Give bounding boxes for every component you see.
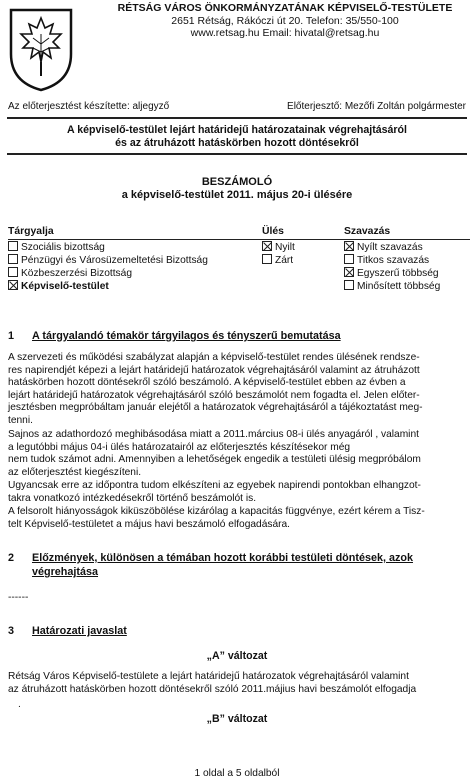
prepared-by: Az előterjesztést készítette: aljegyző: [8, 101, 170, 112]
variant-b-heading: „B” változat: [206, 713, 268, 725]
checkbox-icon[interactable]: [344, 254, 354, 264]
checkbox-option[interactable]: [8, 241, 208, 254]
ules-header: Ülés: [262, 226, 284, 237]
text-line: Rétság Város Képviselő-testülete a lejárt határidejű határozatok végrehajtásáról valamint: [8, 671, 409, 682]
checkbox-option[interactable]: [8, 267, 208, 280]
checkbox-label: Képviselő-testület: [21, 281, 109, 292]
section-1-paragraph-2: [8, 429, 468, 479]
checkbox-label: Minősített többség: [357, 281, 441, 292]
text-line: nem tudok számot adni. Amennyiben a lehetőségek engedik a testületi ülésig megpróbálom: [8, 454, 421, 466]
variant-a-dot: .: [18, 699, 21, 710]
section-1-paragraph-3: [8, 480, 468, 505]
checkbox-label: Közbeszerzési Bizottság: [21, 268, 132, 279]
section-2-title-line-1: Előzmények, különösen a témában hozott korábbi testületi döntések, azok: [32, 552, 413, 564]
section-1-paragraph-1: [8, 352, 468, 428]
checkbox-icon[interactable]: [344, 280, 354, 290]
section-2-title-line-2: végrehajtása: [32, 566, 99, 578]
section-1-paragraph-4: [8, 506, 468, 531]
document-title: [7, 117, 467, 155]
checkbox-option[interactable]: [8, 280, 208, 293]
report-subtitle: a képviselő-testület 2011. május 20-i ülésére: [121, 189, 353, 201]
section-2-title: [32, 551, 472, 579]
checkbox-icon[interactable]: [8, 254, 18, 264]
text-line: res napirendjét képezi a lejárt határidejű határozatok végrehajtásáról valamint az átruházott: [8, 364, 420, 376]
section-1-title: A tárgyalandó témakör tárgyilagos és tényszerű bemutatása: [32, 330, 341, 342]
section-3-number: 3: [8, 625, 15, 637]
targyalja-header: Tárgyalja: [8, 226, 54, 237]
section-2-dashes: ------: [8, 592, 29, 603]
text-line: Sajnos az adathordozó meghibásodása miatt a 2011.március 08-i ülés anyagáról , valamint: [8, 429, 419, 440]
checkbox-icon[interactable]: [344, 267, 354, 277]
text-line: Ugyancsak erre az időpontra tudom elkészíteni az egyebek napirendi pontokban elhangzot-: [8, 480, 421, 491]
checkbox-option[interactable]: [344, 241, 440, 254]
checkbox-option[interactable]: [344, 254, 440, 267]
checkbox-icon[interactable]: [8, 241, 18, 251]
szavazas-list: [344, 241, 440, 293]
org-web: www.retsag.hu Email: hivatal@retsag.hu: [190, 27, 380, 39]
ules-list: [262, 241, 295, 267]
report-heading: [0, 176, 474, 202]
text-line: az átruházott hatáskörben hozott döntésekről szóló 2011.májius havi beszámolót elfogadja: [8, 683, 417, 695]
org-address: 2651 Rétság, Rákóczi út 20. Telefon: 35/550-100: [171, 14, 399, 27]
text-line: az előterjesztést kiegészíteni.: [8, 466, 142, 478]
variant-a-text: [8, 671, 468, 696]
checkbox-option[interactable]: [344, 280, 440, 293]
title-line-2: és az átruházott hatáskörben hozott döntésekről: [115, 137, 359, 149]
section-1-number: 1: [8, 330, 15, 342]
checkbox-label: Nyilt: [275, 242, 295, 253]
checkbox-icon[interactable]: [8, 267, 18, 277]
checkbox-option[interactable]: [262, 241, 295, 254]
section-3-title: Határozati javaslat: [32, 625, 127, 637]
checkbox-label: Egyszerű többség: [357, 268, 439, 279]
checkbox-label: Zárt: [275, 255, 294, 266]
checkbox-option[interactable]: [262, 254, 295, 267]
presenter: Előterjesztő: Mezőfi Zoltán polgármester: [287, 101, 466, 112]
table-header-rule: [8, 239, 470, 240]
text-line: hatáskörben hozott döntésekről szóló beszámoló. A képviselő-testület ebben az évben a: [8, 377, 406, 389]
org-name: RÉTSÁG VÁROS ÖNKORMÁNYZATÁNAK KÉPVISELŐ-TESTÜLETE: [117, 2, 453, 14]
text-line: tenni.: [8, 414, 33, 426]
variant-a-heading: „A” változat: [206, 650, 268, 662]
text-line: a legutóbbi május 04-i ülés határozatairól az előterjesztés készítésekor még: [8, 441, 351, 453]
checkbox-icon[interactable]: [344, 241, 354, 251]
text-line: jesztésben megpróbáltam január elejétől a határozatok végrehajtásáról a tájékoztatást meg-: [8, 402, 423, 414]
szavazas-header: Szavazás: [344, 226, 391, 237]
checkbox-icon[interactable]: [262, 241, 272, 251]
section-2-number: 2: [8, 552, 15, 564]
checkbox-icon[interactable]: [262, 254, 272, 264]
letterhead: [96, 2, 474, 40]
title-line-1: A képviselő-testület lejárt határidejű határozatainak végrehajtásáról: [67, 124, 407, 136]
checkbox-label: Szociális bizottság: [21, 242, 105, 253]
text-line: A felsorolt hiányosságok kiküszöbölése kizárólag a kapacitás függvénye, ezért kérem a Tisz-: [8, 506, 425, 517]
checkbox-option[interactable]: [8, 254, 208, 267]
leaf-crest-logo: [5, 4, 77, 92]
checkbox-label: Pénzügyi és Városüzemeltetési Bizottság: [21, 255, 208, 266]
checkbox-option[interactable]: [344, 267, 440, 280]
text-line: takra vonatkozó intézkedésekről történő beszámolót is.: [8, 492, 257, 504]
checkbox-icon[interactable]: [8, 280, 18, 290]
text-line: A szervezeti és működési szabályzat alapján a képviselő-testület rendes ülésének rendsze-: [8, 352, 420, 363]
report-title: BESZÁMOLÓ: [201, 176, 273, 188]
checkbox-label: Titkos szavazás: [357, 255, 430, 266]
page-footer: 1 oldal a 5 oldalból: [194, 768, 280, 779]
checkbox-label: Nyílt szavazás: [357, 242, 423, 253]
text-line: lejárt határidejű határozatok végrehajtásáról szóló beszámolót nem fogadta el. Jelen előter-: [8, 389, 420, 401]
text-line: telt Képviselő-testületet a május havi beszámoló elfogadására.: [8, 518, 291, 530]
targyalja-list: [8, 241, 208, 293]
